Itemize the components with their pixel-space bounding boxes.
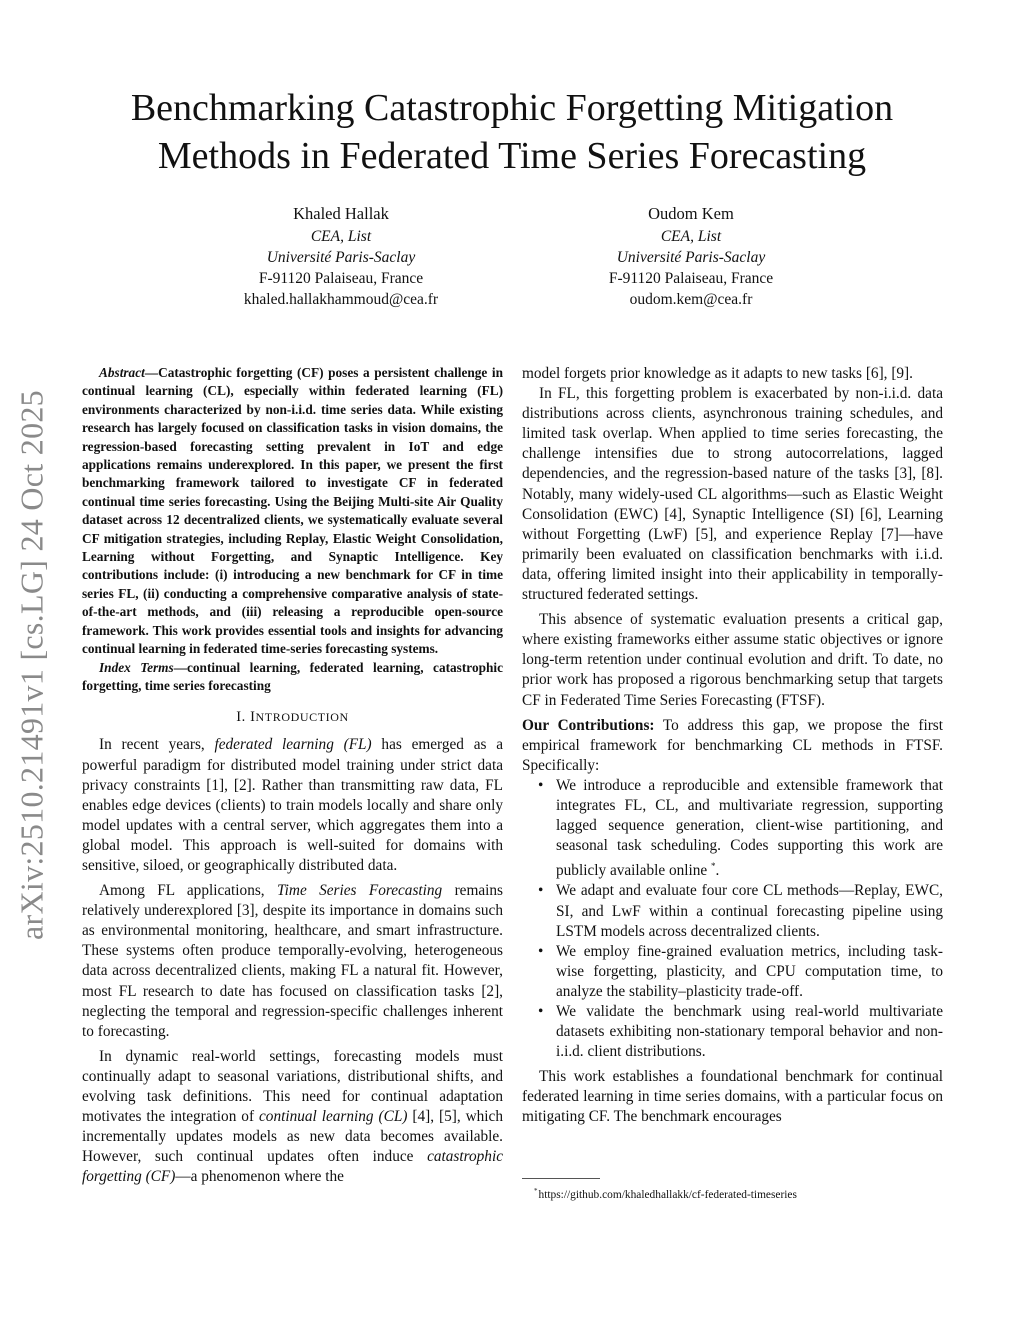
author-address: F-91120 Palaiseau, France	[608, 270, 774, 287]
paper-title	[60, 84, 964, 180]
footnote	[534, 1187, 797, 1201]
contributions-list	[522, 776, 943, 1062]
index-terms	[82, 659, 503, 696]
intro-paragraph-2: Among FL applications, Time Series Forecasting remains relatively underexplored [3], despite its importance in domains such as environmental monitoring, healthcare, and smart infrastructure. These systems often produce temporally-evolving, heterogeneous data across decentralized clients, making FL a natural fit. However, most FL research to date has focused on classification tasks [2], neglecting the temporal and regression-specific challenges inherent to forecasting.	[82, 882, 504, 1040]
list-item: • We introduce a reproducible and extensible framework that integrates FL, CL, and multivariate regression, supporting lagged sequence generation, client-wise partitioning, and seasonal task scheduling. Codes supporting this work are publicly available online *.	[556, 776, 943, 882]
paragraph-final: This work establishes a foundational benchmark for continual federated learning in time series domains, with a particular focus on mitigating CF. The benchmark encourages	[522, 1068, 943, 1126]
abstract	[82, 364, 503, 659]
author-university: Université Paris-Saclay	[616, 249, 766, 266]
index-terms-label: Index Terms	[99, 659, 174, 675]
list-item: • We employ fine-grained evaluation metrics, including task-wise forgetting, plasticity, and CPU computation time, to analyze the stability–plasticity trade-off.	[556, 942, 943, 1002]
abstract-label: Abstract	[99, 365, 145, 380]
footnote-url[interactable]: https://github.com/khaledhallakk/cf-federated-timeseries	[538, 1189, 797, 1201]
index-terms-text: —continual learning, federated learning, catastrophic forgetting, time series forecasting	[82, 659, 503, 693]
author-org: CEA, List	[310, 228, 372, 245]
paragraph-fl-forgetting: In FL, this forgetting problem is exacerbated by non-i.i.d. data distributions across clients, asynchronous training schedules, and limited task overlap. When applied to time series forecasting, the challenge intensifies due to strong autocorrelations, lagged dependencies, and the regression-based nature of the tasks [3], [8]. Notably, many widely-used CL algorithms—such as Elastic Weight Consolidation (EWC) [4], Synaptic Intelligence (SI) [6], Learning without Forgetting (LwF) [5], and experience Replay [7]—have primarily been evaluated on classification benchmarks with i.i.d. data, offering limited insight into their applicability in temporally-structured federated settings.	[522, 385, 943, 604]
footnote-mark: *	[534, 1187, 538, 1195]
arxiv-stamp	[10, 372, 54, 958]
title-line-2: Methods in Federated Time Series Forecasting	[157, 135, 867, 177]
arxiv-stamp-text: arXiv:2510.21491v1 [cs.LG] 24 Oct 2025	[13, 390, 50, 940]
author-name: Khaled Hallak	[293, 204, 389, 223]
paragraph-continued: model forgets prior knowledge as it adapts to new tasks [6], [9].	[522, 365, 913, 382]
contributions-intro: Our Contributions: To address this gap, we propose the first empirical framework for benchmarking CL methods in FTSF. Specifically:	[522, 716, 943, 774]
author-email: khaled.hallakhammoud@cea.fr	[243, 291, 439, 308]
author-block-1	[176, 203, 506, 310]
section-heading-introduction: I. INTRODUCTION	[236, 709, 349, 726]
title-line-1: Benchmarking Catastrophic Forgetting Mitigation	[130, 87, 894, 129]
paragraph-gap: This absence of systematic evaluation presents a critical gap, where existing frameworks either assume static objectives or ignore long-term retention under continual evolution and drift. To date, no prior work has proposed a rigorous benchmarking setup that targets CF in Federated Time Series Forecasting (FTSF).	[522, 611, 943, 709]
author-org: CEA, List	[660, 228, 722, 245]
left-column	[82, 364, 503, 1187]
author-address: F-91120 Palaiseau, France	[258, 270, 424, 287]
list-item: • We adapt and evaluate four core CL methods—Replay, EWC, SI, and LwF within a continual forecasting pipeline using LSTM models across decentralized clients.	[556, 881, 943, 941]
abstract-text: —Catastrophic forgetting (CF) poses a persistent challenge in continual learning (CL), especially within federated learning (FL) environments characterized by non-i.i.d. time series data. While existing research has largely focused on classification tasks in vision domains, the regression-based forecasting setting prevalent in IoT and edge applications remains underexplored. In this paper, we present the first benchmarking framework tailored to investigate CF in federated continual time series forecasting. Using the Beijing Multi-site Air Quality dataset across 12 decentralized clients, we systematically evaluate several CF mitigation strategies, including Replay, Elastic Weight Consolidation, Learning without Forgetting, and Synaptic Intelligence. Key contributions include: (i) introducing a new benchmark for CF in time series FL, (ii) conducting a comprehensive comparative analysis of state-of-the-art methods, and (iii) releasing a reproducible open-source framework. This work provides essential tools and insights for advancing continual learning in federated time-series forecasting systems.	[82, 365, 503, 657]
author-university: Université Paris-Saclay	[266, 249, 416, 266]
author-email: oudom.kem@cea.fr	[629, 291, 753, 308]
right-column	[522, 364, 943, 1128]
intro-paragraph-3: In dynamic real-world settings, forecasting models must continually adapt to seasonal variations, distributional shifts, and evolving task definitions. This need for continual adaptation motivates the integration of continual learning (CL) [4], [5], which incrementally updates models as new data becomes available. However, such continual updates often induce catastrophic forgetting (CF)—a phenomenon where the	[82, 1047, 503, 1186]
list-item: • We validate the benchmark using real-world multivariate datasets exhibiting non-stationary temporal behavior and non-i.i.d. client distributions.	[556, 1002, 943, 1062]
intro-paragraph-1: In recent years, federated learning (FL) has emerged as a powerful paradigm for distributed model training under strict data privacy constraints [1], [2]. Rather than transmitting raw data, FL enables edge devices (clients) to train models locally and share only model updates with a central server, which aggregates them into a global model. This approach is well-suited for domains with sensitive, siloed, or geographically distributed data.	[82, 736, 503, 874]
footnote-rule	[522, 1178, 600, 1179]
author-name: Oudom Kem	[648, 204, 734, 223]
author-block-2	[526, 203, 856, 310]
